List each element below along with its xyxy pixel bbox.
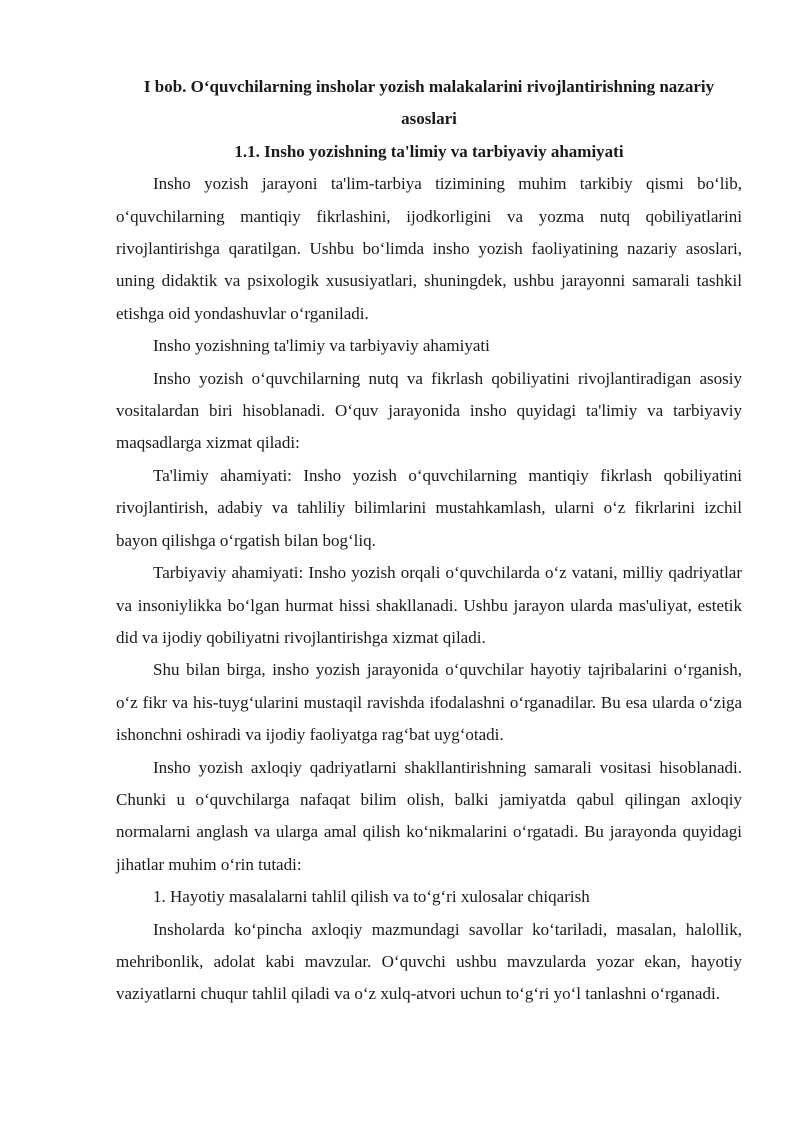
paragraph-moral-topics: Insholarda ko‘pincha axloqiy mazmundagi savollar ko‘tariladi, masalan, halollik, mehribonlik, adolat kabi mavzular. O‘quvchi ushbu mavzularda yozar ekan, hayotiy vaziyatlarni chuqur tahlil qiladi va o‘z xulq-atvori uchun to‘g‘ri yo‘l tanlashni o‘rganadi. [116, 919, 742, 1004]
paragraph-intro: Insho yozish jarayoni ta'lim-tarbiya tizimining muhim tarkibiy qismi bo‘lib, o‘quvchilarning mantiqiy fikrlashini, ijodkorligini va yozma nutq qobiliyatlarini rivojlantirishga qaratilgan. Ushbu bo‘limda insho yozish faoliyatining nazariy asoslari, uning didaktik va psixologik xususiyatlari, shuningdek, ushbu jarayonni samarali tashkil etishga oid yondashuvlar o‘rganiladi. [116, 174, 742, 323]
paragraph-upbringing-significance: Tarbiyaviy ahamiyati: Insho yozish orqali o‘quvchilarda o‘z vatani, milliy qadriyatlar va insoniylikka bo‘lgan hurmat hissi shakllanadi. Ushbu jarayon ularda mas'uliyat, estetik did va ijodiy qobiliyatni rivojlantirishga xizmat qiladi. [116, 563, 742, 647]
list-item-1: 1. Hayotiy masalalarni tahlil qilish va to‘g‘ri xulosalar chiqarish [153, 887, 590, 907]
document-page [116, 70, 742, 1011]
paragraph-educational-significance: Ta'limiy ahamiyati: Insho yozish o‘quvchilarning mantiqiy fikrlash qobiliyatini rivojlantirish, adabiy va tahliliy bilimlarini mustahkamlash, ularni o‘z fikrlarini izchil bayon qilishga o‘rgatish bilan bog‘liq. [116, 465, 742, 550]
paragraph-subheading: Insho yozishning ta'limiy va tarbiyaviy ahamiyati [153, 336, 490, 356]
paragraph-main-purpose: Insho yozish o‘quvchilarning nutq va fikrlash qobiliyatini rivojlantiradigan asosiy vositalardan biri hisoblanadi. O‘quv jarayonida insho quyidagi ta'limiy va tarbiyaviy maqsadlarga xizmat qiladi: [116, 368, 742, 453]
chapter-title: I bob. O‘quvchilarning insholar yozish malakalarini rivojlantirishning nazariy asoslari [143, 77, 715, 129]
section-title: 1.1. Insho yozishning ta'limiy va tarbiyaviy ahamiyati [234, 141, 624, 161]
paragraph-life-experience: Shu bilan birga, insho yozish jarayonida o‘quvchilar hayotiy tajribalarini o‘rganish, o‘z fikr va his-tuyg‘ularini mustaqil ravishda ifodalashni o‘rganadilar. Bu esa ularda o‘ziga ishonchni oshiradi va ijodiy faoliyatga rag‘bat uyg‘otadi. [116, 660, 742, 745]
paragraph-moral-values: Insho yozish axloqiy qadriyatlarni shakllantirishning samarali vositasi hisoblanadi. Chunki u o‘quvchilarga nafaqat bilim olish, balki jamiyatda qabul qilingan axloqiy normalarni anglash va ularga amal qilish ko‘nikmalarini o‘rgatadi. Bu jarayonda quyidagi jihatlar muhim o‘rin tutadi: [116, 757, 742, 874]
